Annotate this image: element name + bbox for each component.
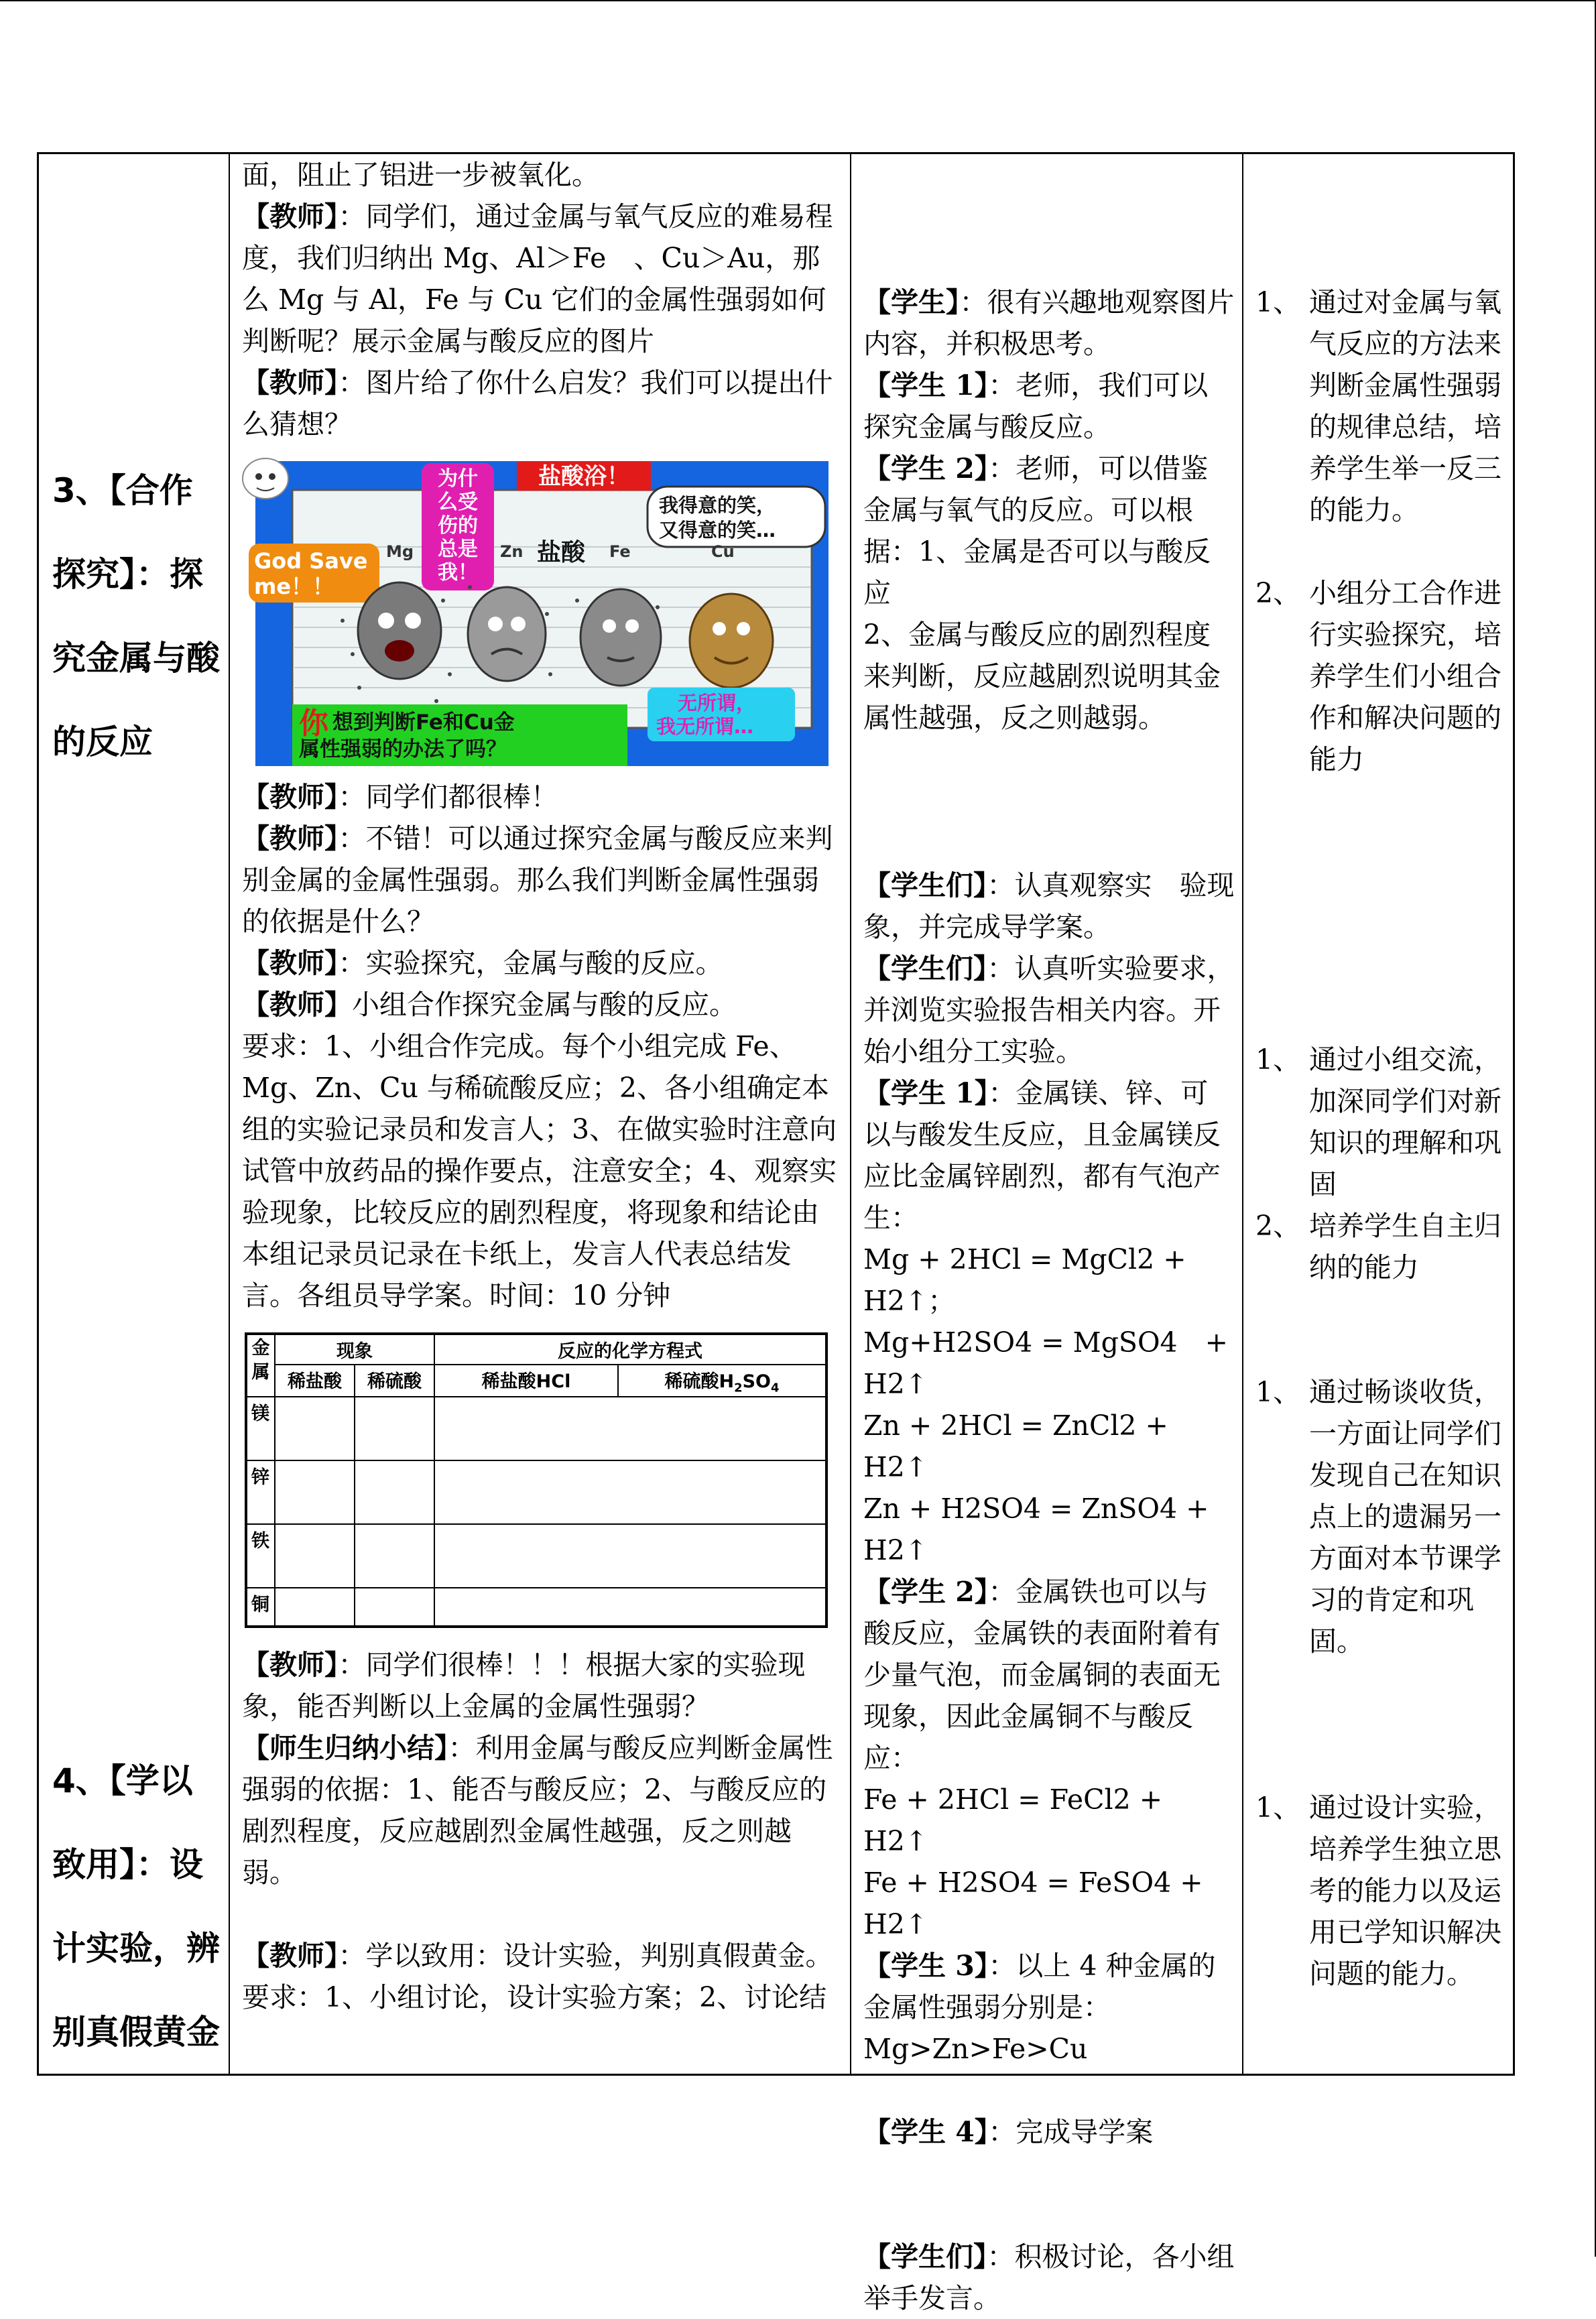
blank-line xyxy=(242,1893,839,1935)
equation: Zn + H2SO4 = ZnSO4 + H2↑ xyxy=(863,1493,1209,1566)
metal-row-label: 铁 xyxy=(246,1524,275,1588)
student-block-2: 【学生们】：认真观察实 验现象，并完成导学案。 【学生们】：认真听实验要求，并浏览实验报告相关内容。开始小组分工实验。 【学生 1】：金属镁、锌、可以与酸发生反应，且金属镁反应比金属锌剧烈，都有气泡产生： Mg + 2HCl = MgCl2 + H2↑； Mg+H2SO4 = MgSO4 + H2↑ Zn + 2HCl = ZnCl2 + H2↑ Zn + H2SO4 = ZnSO4 + H2↑ 【学生 2】：金属铁也可以与酸反应，金属铁的表面附着有少量气泡，而金属铜的表面无现象，因此金属铜不与酸反应： Fe + 2HCl = FeCl2 + H2↑ Fe + H2SO4 = FeSO4 + H2↑ 【学生 3】：以上 4 种金属的金属性强弱分别是： Mg>Zn>Fe>Cu 【学生 4】：完成导学案 【学生们】：积极讨论，各小组举手发言。 xyxy=(863,869,1235,2314)
teacher-paragraph: 【教师】：同学们，通过金属与氧气反应的难易程度，我们归纳出 Mg、Al＞Fe 、Cu＞Au，那么 Mg 与 Al，Fe 与 Cu 它们的金属性强弱如何判断呢？展示金属与酸反应的图片 xyxy=(242,200,833,357)
equation: Mg+H2SO4 = MgSO4 + H2↑ xyxy=(863,1326,1228,1400)
page-top-border xyxy=(0,0,1596,1)
god-save-text: God Save xyxy=(254,548,368,574)
column-divider xyxy=(850,154,851,2074)
teacher-column xyxy=(242,154,839,2074)
metal-acid-cartoon-image xyxy=(242,453,832,768)
metal-row-label: 铜 xyxy=(246,1588,275,1627)
metal-label: Mg xyxy=(386,542,414,561)
stage-4-title xyxy=(52,1739,220,2074)
why-bubble-text: 我！ xyxy=(438,561,478,584)
metal-activity-order: Mg>Zn>Fe>Cu xyxy=(863,2033,1088,2065)
stage-title-line: 3、【合作 xyxy=(52,471,193,510)
student-block-1: 【学生】：很有兴趣地观察图片内容，并积极思考。 【学生 1】：老师，我们可以探究金属与酸反应。 【学生 2】：老师，可以借鉴金属与氧气的反应。可以根据：1、金属是否可以与酸反应 2、金属与酸反应的剧烈程度来判断，反应越剧烈说明其金属性越强，反之则越弱。 xyxy=(863,286,1235,734)
stage-title-line: 计实验，辨 xyxy=(52,1929,220,1968)
teacher-paragraph: 面，阻止了铝进一步被氧化。 xyxy=(242,159,599,191)
acid-label: 盐酸 xyxy=(537,539,586,566)
metal-header: 金 属 xyxy=(246,1334,275,1397)
student-column xyxy=(863,154,1235,2314)
teacher-paragraph: 【教师】：同学们都很棒！ xyxy=(242,781,558,813)
stage-column xyxy=(39,154,229,2074)
column-divider xyxy=(229,154,230,2074)
intent-group-3 xyxy=(1255,1371,1507,1662)
smug-bubble-text: 又得意的笑… xyxy=(659,519,776,542)
intent-group-1 xyxy=(1255,281,1507,780)
equation: Fe + 2HCl = FeCl2 + H2↑ xyxy=(863,1783,1163,1857)
why-bubble-text: 总是 xyxy=(438,538,478,561)
god-save-text: me！！ xyxy=(254,574,334,599)
metal-label: Zn xyxy=(500,542,524,561)
hcl-header: 稀盐酸 xyxy=(275,1365,355,1397)
question-text: 属性强弱的办法了吗？ xyxy=(299,737,507,761)
intent-column xyxy=(1255,154,1514,2074)
smug-bubble-text: 我得意的笑， xyxy=(659,494,776,517)
careless-text: 我无所谓… xyxy=(656,715,754,738)
stage-3-title xyxy=(52,449,220,784)
intent-item: 2、 小组分工合作进行实验探究，培养学生们小组合作和解决问题的能力 xyxy=(1255,577,1501,775)
metal-label: Cu xyxy=(711,542,735,561)
experiment-record-table xyxy=(245,1332,828,1628)
why-bubble-text: 么受 xyxy=(438,491,478,514)
intent-group-4 xyxy=(1255,1787,1507,1995)
teacher-paragraph: 【教师】：不错！可以通过探究金属与酸反应来判别金属的金属性强弱。那么我们判断金属性强弱的依据是什么？ xyxy=(242,822,833,938)
sheep-icon xyxy=(243,458,288,499)
stage-title-line: 别真假黄金 xyxy=(52,2013,220,2052)
iron-character xyxy=(580,589,661,686)
stage-title-line: 探究】：探 xyxy=(52,555,203,594)
h2so4-equation-header: 稀硫酸$H_2SO_4$ xyxy=(618,1365,826,1397)
teacher-paragraph: 【教师】：同学们很棒！！！根据大家的实验现象，能否判断以上金属的金属性强弱？ xyxy=(242,1649,806,1723)
lesson-plan-table xyxy=(37,152,1515,2314)
intent-item: 1、 通过设计实验，培养学生独立思考的能力以及运用已学知识解决问题的能力。 xyxy=(1255,1792,1501,1990)
teacher-summary: 【师生归纳小结】：利用金属与酸反应判断金属性强弱的依据：1、能否与酸反应；2、与酸反应的剧烈程度，反应越剧烈金属性越强，反之则越弱。 xyxy=(242,1732,833,1889)
stage-title-line: 致用】：设 xyxy=(52,1845,203,1884)
metal-row-label: 锌 xyxy=(246,1460,275,1524)
magnesium-character xyxy=(358,582,441,679)
h2so4-header: 稀硫酸 xyxy=(355,1365,434,1397)
intent-group-2 xyxy=(1255,1039,1507,1288)
teacher-paragraph: 【教师】：实验探究，金属与酸的反应。 xyxy=(242,947,723,979)
intent-item: 1、 通过小组交流，加深同学们对新知识的理解和巩固 xyxy=(1255,1044,1501,1200)
metal-row-label: 镁 xyxy=(246,1397,275,1460)
teacher-paragraph: 【教师】：图片给了你什么启发？我们可以提出什么猜想？ xyxy=(242,367,833,440)
hcl-equation-header: 稀盐酸HCl xyxy=(434,1365,618,1397)
column-divider xyxy=(1242,154,1243,2074)
teacher-paragraph: 要求：1、小组讨论，设计实验方案；2、讨论结 xyxy=(242,1981,827,2014)
bath-sign-text: 盐酸浴！ xyxy=(538,463,629,490)
intent-item: 1、 通过对金属与氧气反应的方法来判断金属性强弱的规律总结，培养学生举一反三的能力。 xyxy=(1255,286,1501,526)
equation: Mg + 2HCl = MgCl2 + H2↑； xyxy=(863,1243,1186,1317)
metal-label: Fe xyxy=(609,542,631,561)
intent-item: 1、 通过畅谈收货，一方面让同学们发现自己在知识点上的遗漏另一方面对本节课学习的肯定和巩固。 xyxy=(1255,1376,1501,1657)
question-first-char: 你 xyxy=(299,706,328,741)
teacher-requirements: 要求：1、小组合作完成。每个小组完成 Fe、Mg、Zn、Cu 与稀硫酸反应；2、各小组确定本组的实验记录员和发言人；3、在做实验时注意向试管中放药品的操作要点，注意安全；4、观察实验现象，比较反应的剧烈程度，将现象和结论由本组记录员记录在卡纸上，发言人代表总结发言。各组员导学案。时间：10 分钟 xyxy=(242,1030,837,1312)
copper-character xyxy=(690,594,773,688)
zinc-character xyxy=(468,587,546,681)
stage-title-line: 的反应 xyxy=(52,723,153,761)
careless-text: 无所谓， xyxy=(678,692,756,714)
teacher-paragraph: 【教师】小组合作探究金属与酸的反应。 xyxy=(242,989,737,1021)
intent-item: 2、 培养学生自主归纳的能力 xyxy=(1255,1210,1501,1283)
stage-title-line: 究金属与酸 xyxy=(52,639,220,678)
question-text: 想到判断Fe和Cu金 xyxy=(332,710,515,735)
why-bubble-text: 伤的 xyxy=(438,514,478,538)
equation-header: 反应的化学方程式 xyxy=(434,1334,826,1365)
why-bubble-text: 为什 xyxy=(438,467,478,491)
stage-title-line: 4、【学以 xyxy=(52,1761,193,1800)
teacher-paragraph: 【教师】：学以致用：设计实验，判别真假黄金。 xyxy=(242,1940,833,1972)
phenomenon-header: 现象 xyxy=(275,1334,434,1365)
equation: Fe + H2SO4 = FeSO4 + H2↑ xyxy=(863,1867,1203,1940)
equation: Zn + 2HCl = ZnCl2 + H2↑ xyxy=(863,1409,1168,1483)
